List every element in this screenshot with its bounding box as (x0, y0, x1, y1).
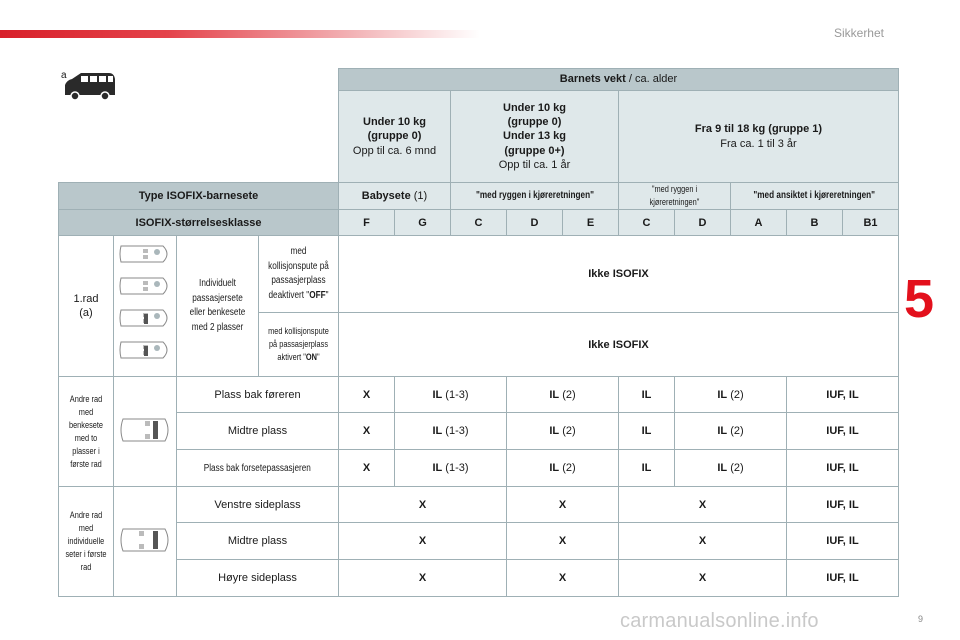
compat-cell: IL (619, 413, 675, 450)
compat-cell: X (339, 413, 395, 450)
seat-layout-icon (117, 525, 173, 555)
size-class-cell: E (563, 210, 619, 236)
airbag-off-cell: med kollisjonspute på passasjerplass deaktivert "OFF" (259, 236, 339, 313)
seat-position-label: Plass bak føreren (177, 377, 339, 413)
compat-cell: IL (1-3) (395, 413, 507, 450)
van-icon (59, 69, 119, 103)
vehicle-area (59, 69, 339, 183)
compat-cell: X (339, 560, 507, 597)
group-0plus-cell: Under 10 kg (gruppe 0) Under 13 kg (gruppe 0+) Opp til ca. 1 år (451, 91, 619, 183)
compat-cell: IL (2) (507, 450, 619, 487)
size-class-cell: F (339, 210, 395, 236)
compat-cell: IL (2) (675, 413, 787, 450)
size-class-cell: B (787, 210, 843, 236)
compat-cell: IUF, IL (787, 450, 899, 487)
not-isofix-cell: Ikke ISOFIX (339, 313, 899, 377)
group-1-cell: Fra 9 til 18 kg (gruppe 1) Fra ca. 1 til 3 år (619, 91, 899, 183)
size-class-cell: C (619, 210, 675, 236)
size-class-cell: D (507, 210, 563, 236)
row-1-label: 1.rad (a) (59, 236, 114, 377)
not-isofix-cell: Ikke ISOFIX (339, 236, 899, 313)
compat-cell: IL (2) (507, 413, 619, 450)
row-2-label: Andre rad med benkesete med to plasser i første rad (59, 377, 114, 487)
compat-cell: IL (2) (675, 377, 787, 413)
compat-cell: X (507, 487, 619, 523)
compat-cell: IUF, IL (787, 413, 899, 450)
compat-cell: IL (1-3) (395, 450, 507, 487)
size-class-cell: B1 (843, 210, 899, 236)
compat-cell: X (507, 560, 619, 597)
compat-cell: X (339, 487, 507, 523)
section-title: Sikkerhet (833, 26, 884, 40)
row-1-seat-diagrams (114, 236, 177, 377)
seat-layout-icon (117, 240, 173, 368)
compat-cell: X (619, 560, 787, 597)
row-1-seat-description: Individuelt passasjersete eller benkesete med 2 plasser (177, 236, 259, 377)
compat-cell: IL (2) (675, 450, 787, 487)
compat-cell: IL (619, 377, 675, 413)
vehicle-label: a (60, 69, 67, 81)
chapter-number: 5 (904, 269, 935, 329)
compat-cell: IUF, IL (787, 377, 899, 413)
compat-cell: X (619, 487, 787, 523)
size-class-cell: D (675, 210, 731, 236)
compat-cell: X (507, 523, 619, 560)
compat-cell: IUF, IL (787, 560, 899, 597)
compat-cell: X (339, 450, 395, 487)
header-accent-bar (0, 30, 480, 38)
type-forward-facing: "med ansiktet i kjøreretningen" (731, 183, 899, 210)
airbag-on-cell: med kollisjonspute på passasjerplass aktivert "ON" (259, 313, 339, 377)
row-3-seat-diagram (114, 487, 177, 597)
size-class-cell: A (731, 210, 787, 236)
size-class-label: ISOFIX-størrelsesklasse (59, 210, 339, 236)
type-label: Type ISOFIX-barnesete (59, 183, 339, 210)
isofix-table (58, 68, 899, 597)
size-class-cell: G (395, 210, 451, 236)
seat-position-label: Midtre plass (177, 413, 339, 450)
watermark: carmanualsonline.info (620, 610, 819, 632)
seat-position-label: Plass bak forsetepassasjeren (177, 450, 339, 487)
seat-position-label: Venstre sideplass (177, 487, 339, 523)
weight-header: Barnets vekt / ca. alder (339, 69, 899, 91)
type-rear-facing-1: "med ryggen i kjøreretningen" (451, 183, 619, 210)
compat-cell: X (339, 523, 507, 560)
row-2-seat-diagram (114, 377, 177, 487)
seat-position-label: Midtre plass (177, 523, 339, 560)
compat-cell: IL (1-3) (395, 377, 507, 413)
compat-cell: IUF, IL (787, 487, 899, 523)
seat-position-label: Høyre sideplass (177, 560, 339, 597)
compat-cell: IUF, IL (787, 523, 899, 560)
type-babysete: Babysete (1) (339, 183, 451, 210)
group-0-cell: Under 10 kg (gruppe 0) Opp til ca. 6 mnd (339, 91, 451, 183)
compat-cell: X (619, 523, 787, 560)
seat-layout-icon (117, 415, 173, 445)
size-class-cell: C (451, 210, 507, 236)
compat-cell: IL (619, 450, 675, 487)
compat-cell: X (339, 377, 395, 413)
compat-cell: IL (2) (507, 377, 619, 413)
row-3-label: Andre rad med individuelle seter i første rad (59, 487, 114, 597)
page-number: 9 (918, 614, 924, 624)
type-rear-facing-2: "med ryggen i kjøreretningen" (619, 183, 731, 210)
